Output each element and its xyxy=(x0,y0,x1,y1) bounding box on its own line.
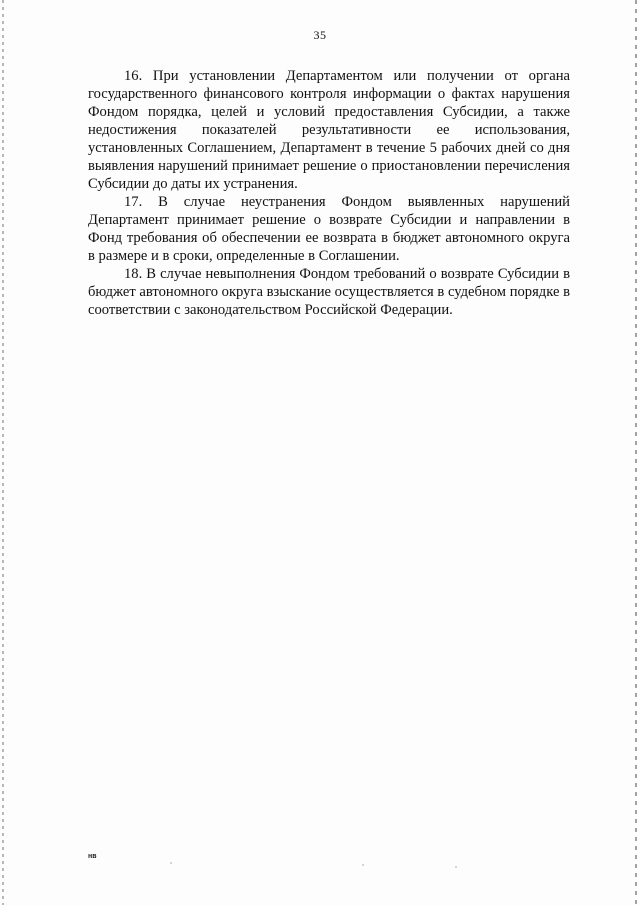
document-body xyxy=(88,67,570,319)
scan-speck xyxy=(362,864,364,866)
scan-edge-left xyxy=(2,0,4,905)
paragraph-16: 16. При установлении Департаментом или получении от органа государственного финансового контроля информации о фактах нарушения Фондом порядка, целей и условий предоставления Субсидии, а также недостижения показателей результативности ее использования, установленных Соглашением, Департамент в течение 5 рабочих дней со дня выявления нарушений принимает решение о приостановлении перечисления Субсидии до даты их устранения. xyxy=(88,68,570,192)
paragraph-18: 18. В случае невыполнения Фондом требований о возврате Субсидии в бюджет автономного округа взыскание осуществляется в судебном порядке в соответствии с законодательством Российской Федерации. xyxy=(88,266,570,318)
scan-edge-right xyxy=(635,0,637,905)
scan-speck xyxy=(455,866,457,868)
page-number: 35 xyxy=(313,28,327,42)
footer-initials: нв xyxy=(88,853,97,860)
scan-speck xyxy=(170,862,172,864)
paragraph-17: 17. В случае неустранения Фондом выявленных нарушений Департамент принимает решение о возврате Субсидии и направлении в Фонд требования об обеспечении ее возврата в бюджет автономного округа в размере и в сроки, определенные в Соглашении. xyxy=(88,194,570,264)
